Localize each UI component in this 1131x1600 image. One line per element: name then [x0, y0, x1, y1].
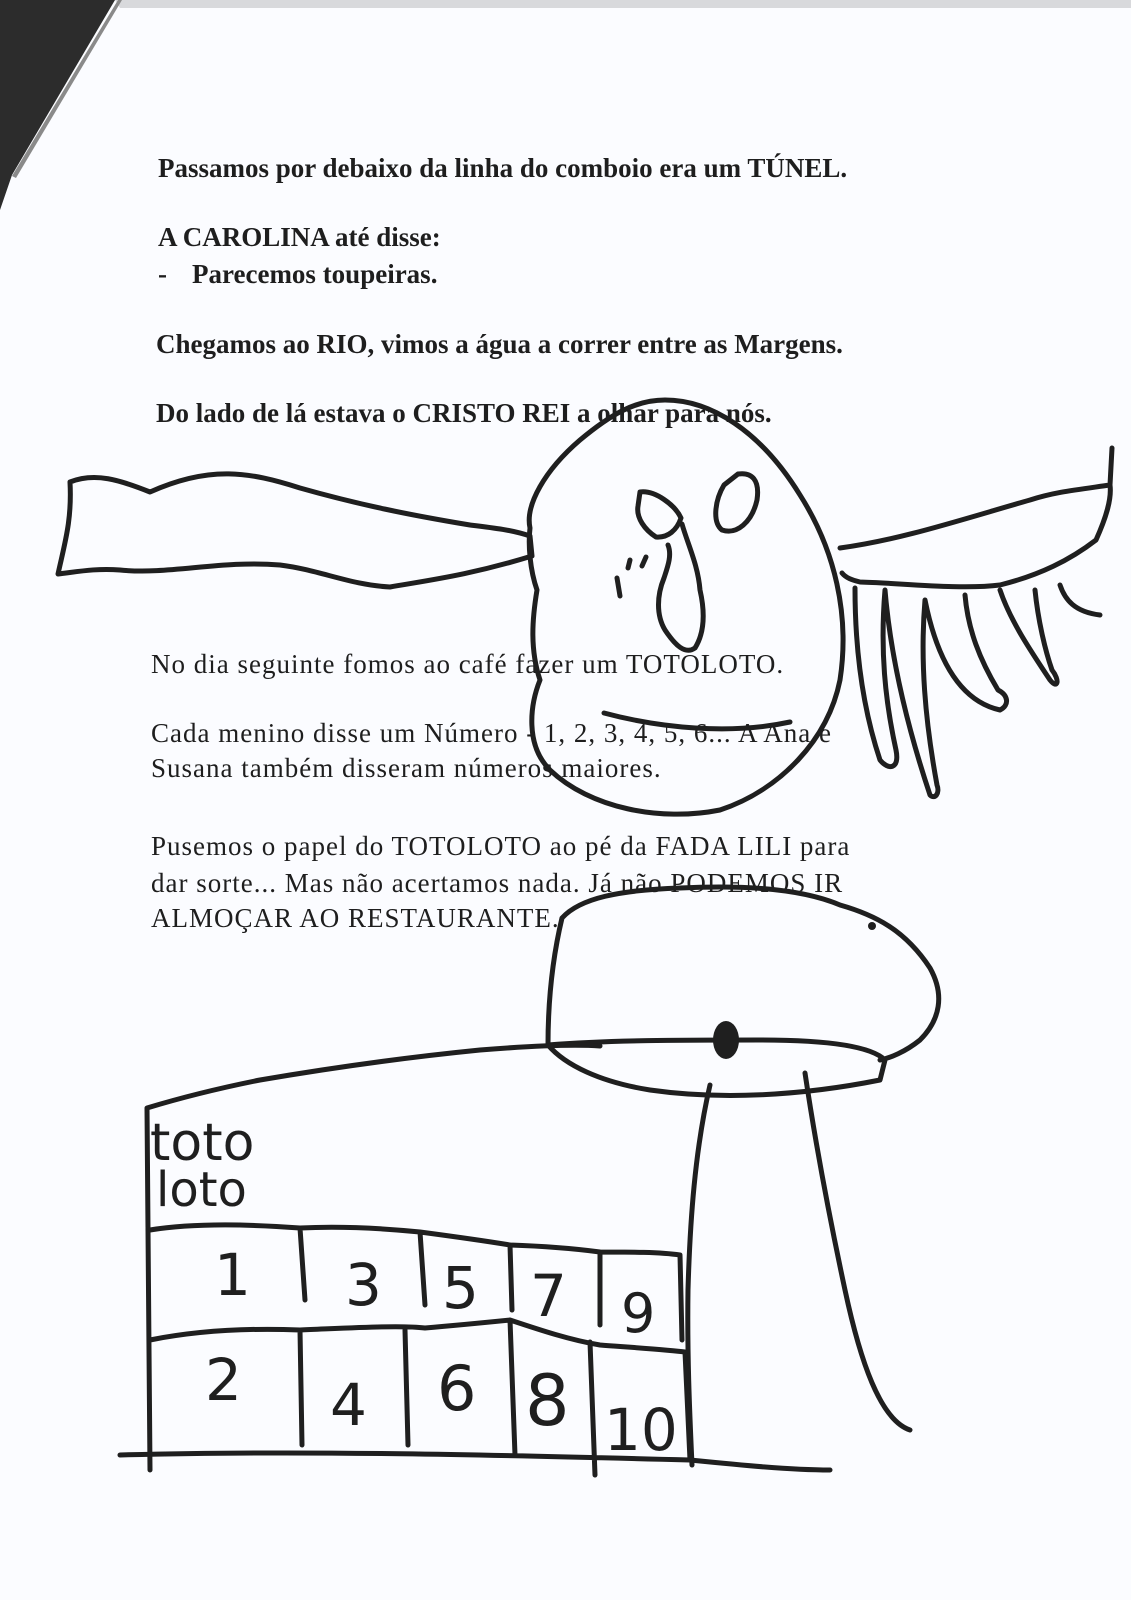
ticket-number-1: 1	[214, 1241, 251, 1309]
paragraph-cristo: Do lado de lá estava o CRISTO REI a olhar para nós.	[156, 398, 772, 428]
ticket-number-2: 2	[205, 1346, 242, 1414]
ticket-number-3: 3	[345, 1251, 382, 1319]
ticket-number-8: 8	[525, 1360, 570, 1442]
paragraph-numbers-line1: Cada menino disse um Número - 1, 2, 3, 4, 5, 6... A Ana e	[151, 718, 832, 748]
ticket-number-9: 9	[621, 1282, 656, 1345]
paragraph-paper-line3: ALMOÇAR AO RESTAURANTE.	[151, 903, 560, 933]
paragraph-numbers-line2: Susana também disseram números maiores.	[151, 753, 662, 783]
ticket-title-line1: toto	[150, 1113, 255, 1173]
dialogue-dash: -	[158, 259, 167, 289]
ticket-number-10: 10	[604, 1396, 678, 1464]
ticket-title-line2: loto	[156, 1162, 247, 1218]
paragraph-carolina: A CAROLINA até disse:	[158, 222, 441, 252]
ticket-number-5: 5	[442, 1254, 479, 1322]
paragraph-paper-line1: Pusemos o papel do TOTOLOTO ao pé da FADA LILI para	[151, 831, 851, 861]
paragraph-cafe: No dia seguinte fomos ao café fazer um TOTOLOTO.	[151, 649, 785, 679]
paragraph-tunnel: Passamos por debaixo da linha do comboio era um TÚNEL.	[158, 153, 848, 183]
ticket-number-4: 4	[330, 1371, 367, 1439]
ticket-number-7: 7	[530, 1262, 567, 1330]
ticket-number-6: 6	[437, 1352, 477, 1425]
paragraph-paper-line2: dar sorte... Mas não acertamos nada. Já não PODEMOS IR	[151, 868, 844, 898]
paragraph-moles: Parecemos toupeiras.	[192, 259, 438, 289]
paragraph-river: Chegamos ao RIO, vimos a água a correr entre as Margens.	[156, 329, 843, 359]
